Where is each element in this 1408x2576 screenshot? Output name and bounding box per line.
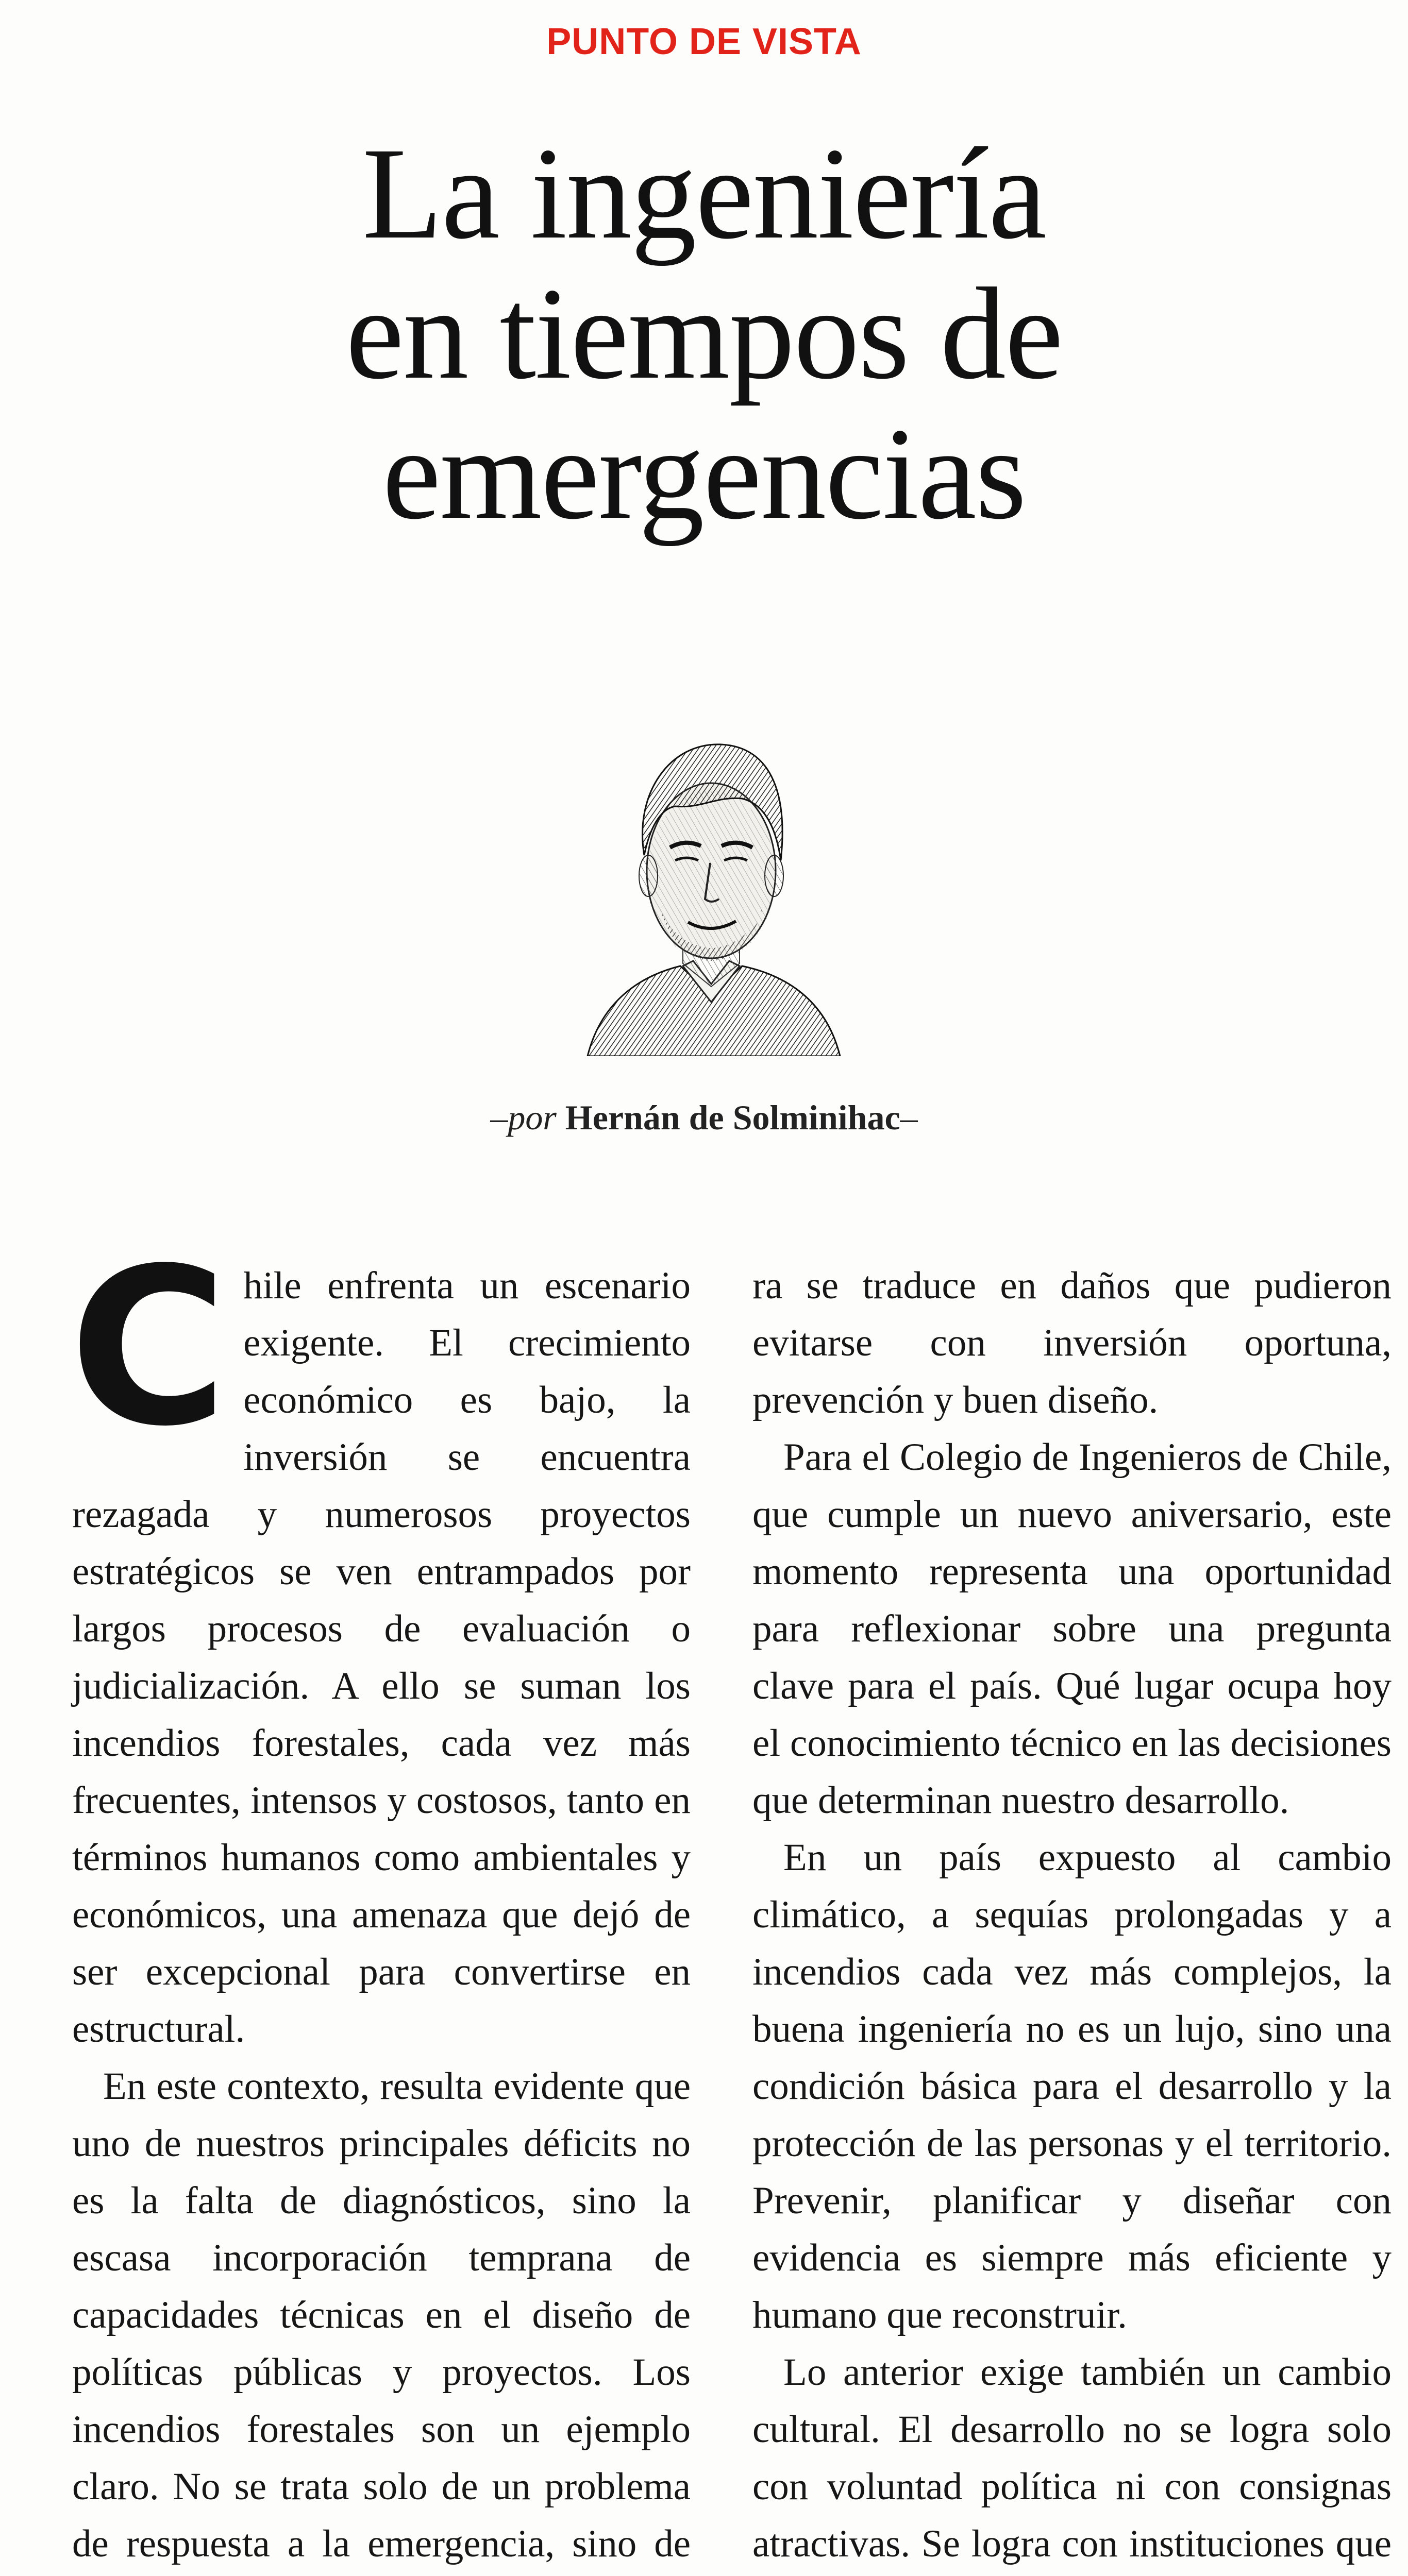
paragraph-2: En este contexto, resulta evidente que uno de nuestros principales déficits no es la falta de diagnósticos, sino la escasa incorporación temprana de capacidades técnicas en el diseño de políticas públicas y proyectos. Los incendios forestales son un ejemplo claro. No se trata solo de un problema de respuesta a la emergencia, sino de bbox=[72, 2065, 691, 2565]
paragraph-4-right: ra se traduce en daños que pudieron evitarse con inversión oportuna, prevención y buen diseño. bbox=[752, 1264, 1392, 1421]
article-column-right bbox=[752, 1257, 1392, 2576]
byline-suffix: – bbox=[900, 1098, 918, 1137]
section-kicker: PUNTO DE VISTA bbox=[546, 21, 862, 62]
drop-cap: C bbox=[69, 1222, 228, 1474]
byline-prefix: –por bbox=[490, 1098, 565, 1137]
byline-author: Hernán de Solminihac bbox=[565, 1098, 900, 1137]
author-portrait bbox=[572, 706, 850, 1056]
byline bbox=[0, 1097, 1408, 1138]
paragraph-1-text: hile enfrenta un escenario exigente. El crecimiento económico es bajo, la inversión se encuentra rezagada y numerosos proyectos estratégicos se ven entrampados por largos procesos de evaluación o judicialización. A ello se suman los incendios forestales, cada vez más frecuentes, intensos y costosos, tanto en términos humanos como ambientales y económicos, una amenaza que dejó de ser excepcional para convertirse en estructural. bbox=[72, 1264, 691, 2050]
headline-line-2: en tiempos de bbox=[345, 261, 1063, 406]
headline-line-1: La ingeniería bbox=[362, 121, 1046, 266]
paragraph-5: Para el Colegio de Ingenieros de Chile, que cumple un nuevo aniversario, este momento representa una oportunidad para reflexionar sobre una pregunta clave para el país. Qué lugar ocupa hoy el conocimiento técnico en las decisiones que determinan nuestro desarrollo. bbox=[752, 1436, 1392, 1822]
headline bbox=[103, 121, 1305, 547]
paragraph-7: Lo anterior exige también un cambio cultural. El desarrollo no se logra solo con voluntad política ni con consignas atractivas. Se logra con instituciones que bbox=[752, 2351, 1392, 2565]
paragraph-6: En un país expuesto al cambio climático, a sequías prolongadas y a incendios cada vez más complejos, la buena ingeniería no es un lujo, sino una condición básica para el desarrollo y la protección de las personas y el territorio. Prevenir, planificar y diseñar con evidencia es siempre más eficiente y humano que reconstruir. bbox=[752, 1836, 1392, 2336]
paragraph-1 bbox=[69, 1222, 691, 2058]
headline-line-3: emergencias bbox=[382, 401, 1026, 547]
article-column-left bbox=[69, 1222, 691, 2576]
